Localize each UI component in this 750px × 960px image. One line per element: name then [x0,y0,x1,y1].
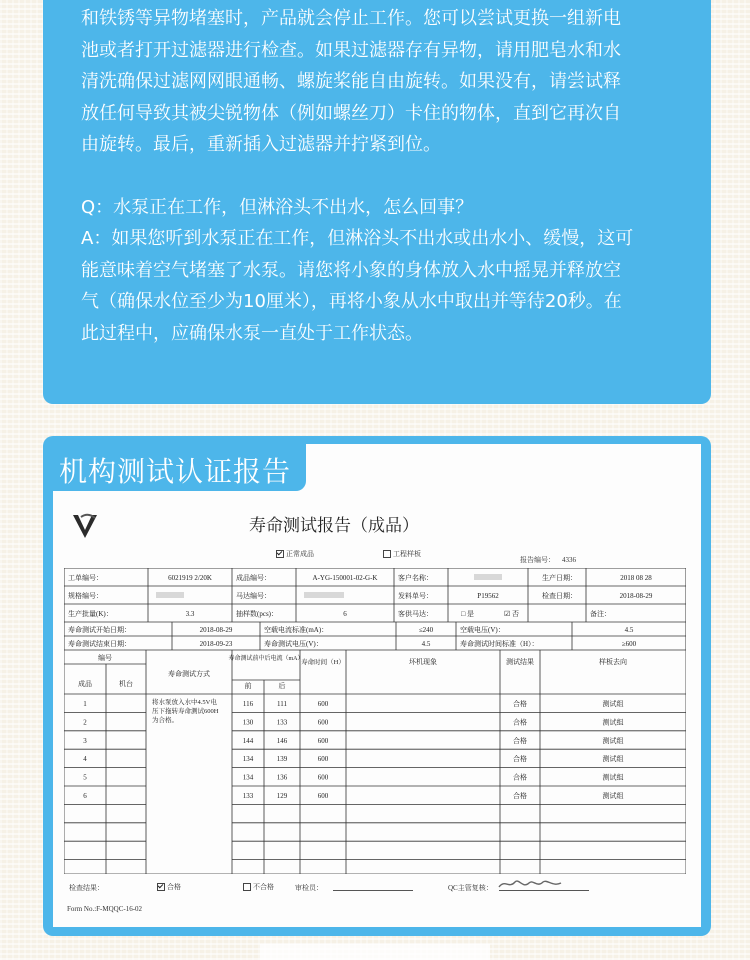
row-current-before: 116 [242,700,254,708]
header-phenomenon: 坏机现象 [409,658,437,666]
info-label: 抽样数(pcs)： [236,610,278,618]
row-result: 合格 [513,755,527,764]
info-label: 备注： [590,610,611,618]
checkbox-empty-icon [383,550,391,558]
header-current-after: 后 [278,682,286,690]
info-label: 寿命测试开始日期： [68,626,131,634]
info-label: 工单编号： [68,574,103,582]
info-label: 寿命测试时间标准（H）： [460,640,539,648]
header-time: 寿命时间（H） [301,659,345,666]
row-position: 测试组 [602,773,624,782]
method-text: 压下拖转寿命测试600H [152,708,219,715]
info-label: 寿命测试电压(V)： [264,640,323,648]
row-position: 测试组 [602,700,624,708]
type-finished [276,549,314,559]
row-current-before: 134 [242,755,254,764]
checkbox-checked-icon [157,883,165,891]
faq-question: Q：水泵正在工作，但淋浴头不出水，怎么回事？ [81,196,474,218]
row-no: 6 [83,792,87,800]
info-value: 2018 08 28 [620,574,652,582]
info-value: 6 [343,610,347,618]
row-no: 3 [83,736,87,745]
info-value: 3.3 [185,610,195,618]
fail-label: 不合格 [253,883,274,891]
info-label: 空载电流标准(mA)： [264,626,329,634]
pass-label: 合格 [167,883,181,891]
report-table [64,568,686,874]
faq-line: 由旋转。最后，重新插入过滤器并拧紧到位。 [81,134,441,155]
row-time: 600 [317,755,329,764]
info-value: 4.5 [421,640,431,648]
report-no-label: 报告编号： [520,556,555,564]
header-position: 样板去向 [599,658,627,666]
qc-label: QC主管复核： [448,884,493,892]
info-value: P19562 [477,592,499,600]
info-label: 客户名称： [398,574,433,582]
row-no: 1 [83,700,87,708]
info-value: A-YG-150001-02-G-K [312,574,378,582]
row-current-after: 111 [277,700,287,708]
method-text: 为合格。 [152,717,178,724]
faq-line: 清洗确保过滤网网眼通畅、螺旋桨能自由旋转。如果没有，请尝试释 [81,71,621,92]
judgement-fail [243,882,274,892]
info-label: 规格编号： [68,592,103,600]
type-engineering [383,549,421,559]
row-current-after: 146 [276,736,288,745]
row-time: 600 [317,718,329,727]
inspector-signature-line [333,890,413,891]
inspector-label: 审检员： [295,884,323,892]
report-number [520,555,576,565]
info-label: 成品编号： [236,574,271,582]
row-current-after: 136 [276,773,288,782]
row-current-after: 129 [276,792,288,800]
info-label: 检查日期： [542,592,577,600]
form-number: Form No.:F-MQQC-16-02 [67,905,143,913]
faq-line: 和铁锈等异物堵塞时，产品就会停止工作。您可以尝试更换一组新电 [81,8,621,29]
bottom-decoration [260,944,490,960]
row-current-before: 130 [242,718,254,727]
report-footer [69,881,689,895]
faq-text [81,0,681,349]
row-current-before: 134 [242,773,254,782]
faq-line: 池或者打开过滤器进行检查。如果过滤器存有异物，请用肥皂水和水 [81,39,621,61]
faq-answer-line: 能意味着空气堵塞了水泵。请您将小象的身体放入水中摇晃并释放空 [81,259,621,281]
info-label: 客供马达： [398,610,433,618]
row-result: 合格 [513,700,527,708]
row-result: 合格 [513,773,527,782]
row-position: 测试组 [602,736,624,745]
info-value: 6021919 2/20K [168,574,212,582]
faq-line: 放任何导致其被尖锐物体（例如螺丝刀）卡住的物体，直到它再次自 [81,102,621,124]
info-value: ≤240 [418,626,434,634]
report-table-grid [64,568,686,874]
test-report-document [53,444,701,927]
header-current: 寿命测试前中后电流（mA） [228,656,304,662]
type-engineering-label: 工程样板 [393,550,421,558]
info-label: 生产日期： [542,574,577,582]
info-value: 2018-09-23 [199,640,233,648]
row-time: 600 [317,736,329,745]
info-value: 2018-08-29 [619,592,653,600]
method-text: 将水泵放入水中4.5V电 [152,699,217,706]
row-no: 4 [83,755,87,764]
info-label: 寿命测试结束日期： [68,640,131,648]
checkbox-empty-icon [243,883,251,891]
type-finished-label: 正常成品 [286,550,314,558]
info-value: 2018-08-29 [199,626,233,634]
redacted-block [304,592,344,598]
faq-answer-line: 气（确保水位至少为10厘米），再将小象从水中取出并等待20秒。在 [81,291,622,312]
row-current-before: 144 [242,736,254,745]
judgement-pass [157,882,181,892]
info-value: ≥600 [621,640,637,648]
faq-card [43,0,711,404]
report-no-value: 4336 [562,556,576,564]
row-time: 600 [317,773,329,782]
info-label: 马达编号： [236,592,271,600]
row-result: 合格 [513,736,527,745]
row-current-after: 139 [276,755,288,764]
row-time: 600 [317,700,329,708]
redacted-block [156,592,184,598]
checkbox-checked-icon [276,550,284,558]
row-position: 测试组 [602,755,624,764]
row-current-before: 133 [242,792,254,800]
info-value: 4.5 [624,626,634,634]
row-result: 合格 [513,792,527,800]
header-method: 寿命测试方式 [168,670,210,678]
header-motor: 机台 [119,680,133,688]
info-option: □ 是 [461,610,474,618]
row-no: 5 [83,773,87,782]
header-no: 编号 [98,654,112,662]
header-result: 测试结果 [506,658,534,666]
report-title: 寿命测试报告（成品） [249,516,419,536]
signature-scribble-icon [497,877,567,891]
faq-answer-line: 此过程中，应确保水泵一直处于工作状态。 [81,322,423,344]
faq-paragraph [81,0,681,161]
section-title: 机构测试认证报告 [59,455,292,488]
faq-answer-line: A：如果您听到水泵正在工作，但淋浴头不出水或出水小、缓慢，这可 [81,228,634,249]
row-result: 合格 [513,718,527,727]
info-label: 发料单号： [398,592,433,600]
info-option: ☑ 否 [504,610,520,618]
info-label: 空载电压(V)： [460,626,505,634]
row-position: 测试组 [602,718,624,727]
row-no: 2 [83,718,87,727]
row-time: 600 [317,792,329,800]
info-label: 生产批量(K)： [68,610,113,618]
row-position: 测试组 [602,792,624,800]
header-current-before: 前 [244,682,252,690]
redacted-block [474,574,502,580]
section-title-tab [53,441,306,491]
judgement-label: 检查结果： [69,884,104,892]
row-current-after: 133 [276,718,288,727]
company-logo-icon [71,512,101,540]
header-finished: 成品 [78,680,92,688]
